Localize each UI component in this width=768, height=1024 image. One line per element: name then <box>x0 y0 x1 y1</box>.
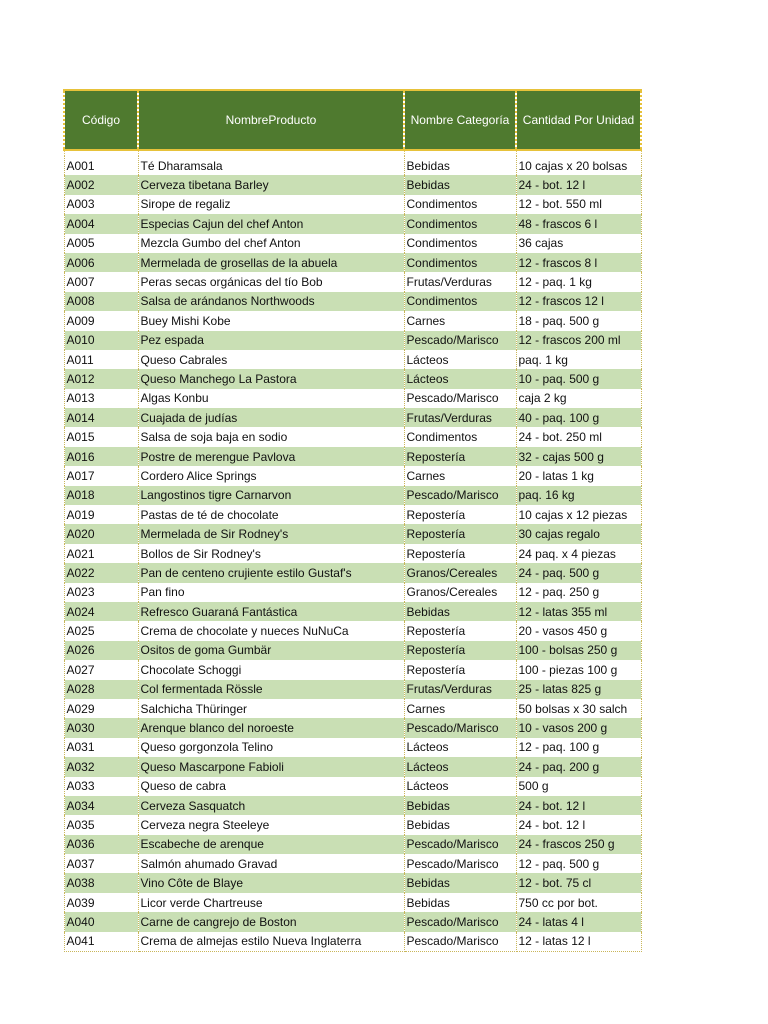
cell-product: Vino Côte de Blaye <box>138 873 404 892</box>
cell-code: A024 <box>64 602 138 621</box>
table-row <box>64 524 641 543</box>
cell-product: Sirope de regaliz <box>138 195 404 214</box>
cell-code: A030 <box>64 718 138 737</box>
table-row <box>64 873 641 892</box>
cell-category: Repostería <box>404 621 516 640</box>
table-row <box>64 175 641 194</box>
cell-quantity: 10 cajas x 12 piezas <box>516 505 641 524</box>
header-quantity: Cantidad Por Unidad <box>516 90 641 150</box>
cell-quantity: 12 - latas 355 ml <box>516 602 641 621</box>
cell-category: Frutas/Verduras <box>404 272 516 291</box>
cell-quantity: 12 - paq. 250 g <box>516 583 641 602</box>
cell-quantity: 18 - paq. 500 g <box>516 311 641 330</box>
cell-quantity: 24 - bot. 12 l <box>516 175 641 194</box>
table-row <box>64 253 641 272</box>
cell-code: A037 <box>64 854 138 873</box>
cell-product: Langostinos tigre Carnarvon <box>138 486 404 505</box>
cell-quantity: 20 - vasos 450 g <box>516 621 641 640</box>
table-row <box>64 311 641 330</box>
cell-quantity: 36 cajas <box>516 234 641 253</box>
table-row <box>64 331 641 350</box>
table-header <box>64 90 641 156</box>
cell-category: Frutas/Verduras <box>404 680 516 699</box>
cell-quantity: 24 - bot. 12 l <box>516 796 641 815</box>
cell-quantity: 10 - vasos 200 g <box>516 718 641 737</box>
cell-category: Carnes <box>404 466 516 485</box>
cell-category: Bebidas <box>404 893 516 912</box>
table-row <box>64 486 641 505</box>
cell-code: A020 <box>64 524 138 543</box>
cell-category: Granos/Cereales <box>404 583 516 602</box>
cell-product: Mezcla Gumbo del chef Anton <box>138 234 404 253</box>
cell-code: A029 <box>64 699 138 718</box>
cell-quantity: 12 - bot. 550 ml <box>516 195 641 214</box>
cell-product: Bollos de Sir Rodney's <box>138 544 404 563</box>
cell-category: Repostería <box>404 641 516 660</box>
cell-code: A032 <box>64 757 138 776</box>
table-body <box>64 156 641 952</box>
table-row <box>64 427 641 446</box>
cell-quantity: 10 cajas x 20 bolsas <box>516 156 641 175</box>
header-row <box>64 90 641 150</box>
table-row <box>64 796 641 815</box>
table-row <box>64 563 641 582</box>
cell-product: Salchicha Thüringer <box>138 699 404 718</box>
cell-code: A033 <box>64 777 138 796</box>
cell-code: A008 <box>64 292 138 311</box>
product-sheet <box>63 89 640 952</box>
cell-product: Queso Manchego La Pastora <box>138 369 404 388</box>
table-row <box>64 447 641 466</box>
cell-product: Salsa de soja baja en sodio <box>138 427 404 446</box>
cell-product: Cerveza negra Steeleye <box>138 815 404 834</box>
cell-code: A019 <box>64 505 138 524</box>
cell-code: A002 <box>64 175 138 194</box>
cell-category: Frutas/Verduras <box>404 408 516 427</box>
cell-product: Cerveza Sasquatch <box>138 796 404 815</box>
products-table <box>63 89 642 952</box>
cell-category: Condimentos <box>404 234 516 253</box>
cell-quantity: 12 - frascos 8 l <box>516 253 641 272</box>
cell-product: Col fermentada Rössle <box>138 680 404 699</box>
cell-category: Repostería <box>404 660 516 679</box>
cell-product: Arenque blanco del noroeste <box>138 718 404 737</box>
cell-quantity: 12 - paq. 1 kg <box>516 272 641 291</box>
table-row <box>64 718 641 737</box>
cell-product: Carne de cangrejo de Boston <box>138 912 404 931</box>
table-row <box>64 912 641 931</box>
cell-category: Lácteos <box>404 369 516 388</box>
table-row <box>64 408 641 427</box>
header-category: Nombre Categoría <box>404 90 516 150</box>
table-row <box>64 777 641 796</box>
cell-quantity: 24 paq. x 4 piezas <box>516 544 641 563</box>
cell-quantity: paq. 1 kg <box>516 350 641 369</box>
table-row <box>64 544 641 563</box>
cell-quantity: 12 - paq. 500 g <box>516 854 641 873</box>
table-row <box>64 583 641 602</box>
cell-product: Chocolate Schoggi <box>138 660 404 679</box>
cell-code: A011 <box>64 350 138 369</box>
cell-code: A022 <box>64 563 138 582</box>
cell-quantity: caja 2 kg <box>516 389 641 408</box>
cell-quantity: 20 - latas 1 kg <box>516 466 641 485</box>
table-row <box>64 699 641 718</box>
cell-quantity: 12 - frascos 200 ml <box>516 331 641 350</box>
cell-code: A015 <box>64 427 138 446</box>
table-row <box>64 621 641 640</box>
cell-category: Condimentos <box>404 253 516 272</box>
cell-code: A035 <box>64 815 138 834</box>
cell-product: Especias Cajun del chef Anton <box>138 214 404 233</box>
cell-product: Pan fino <box>138 583 404 602</box>
cell-product: Queso gorgonzola Telino <box>138 738 404 757</box>
cell-product: Crema de almejas estilo Nueva Inglaterra <box>138 932 404 952</box>
cell-code: A034 <box>64 796 138 815</box>
cell-product: Crema de chocolate y nueces NuNuCa <box>138 621 404 640</box>
cell-category: Bebidas <box>404 602 516 621</box>
cell-category: Repostería <box>404 524 516 543</box>
cell-code: A021 <box>64 544 138 563</box>
table-row <box>64 815 641 834</box>
cell-quantity: 12 - bot. 75 cl <box>516 873 641 892</box>
table-row <box>64 854 641 873</box>
cell-category: Bebidas <box>404 156 516 175</box>
cell-code: A001 <box>64 156 138 175</box>
cell-code: A038 <box>64 873 138 892</box>
cell-product: Cerveza tibetana Barley <box>138 175 404 194</box>
table-row <box>64 214 641 233</box>
cell-category: Pescado/Marisco <box>404 912 516 931</box>
cell-code: A026 <box>64 641 138 660</box>
cell-quantity: 12 - latas 12 l <box>516 932 641 952</box>
cell-code: A031 <box>64 738 138 757</box>
cell-category: Lácteos <box>404 777 516 796</box>
cell-quantity: 100 - bolsas 250 g <box>516 641 641 660</box>
cell-code: A028 <box>64 680 138 699</box>
cell-quantity: 32 - cajas 500 g <box>516 447 641 466</box>
cell-category: Pescado/Marisco <box>404 486 516 505</box>
cell-product: Té Dharamsala <box>138 156 404 175</box>
cell-product: Buey Mishi Kobe <box>138 311 404 330</box>
cell-category: Condimentos <box>404 195 516 214</box>
cell-code: A005 <box>64 234 138 253</box>
cell-code: A006 <box>64 253 138 272</box>
cell-quantity: 40 - paq. 100 g <box>516 408 641 427</box>
cell-quantity: 24 - paq. 200 g <box>516 757 641 776</box>
cell-quantity: 50 bolsas x 30 salch <box>516 699 641 718</box>
cell-category: Pescado/Marisco <box>404 932 516 952</box>
cell-code: A025 <box>64 621 138 640</box>
cell-category: Pescado/Marisco <box>404 835 516 854</box>
cell-quantity: 12 - paq. 100 g <box>516 738 641 757</box>
cell-code: A040 <box>64 912 138 931</box>
cell-code: A014 <box>64 408 138 427</box>
cell-product: Peras secas orgánicas del tío Bob <box>138 272 404 291</box>
cell-category: Bebidas <box>404 175 516 194</box>
cell-category: Repostería <box>404 447 516 466</box>
cell-code: A010 <box>64 331 138 350</box>
cell-quantity: 25 - latas 825 g <box>516 680 641 699</box>
table-row <box>64 738 641 757</box>
cell-category: Bebidas <box>404 873 516 892</box>
cell-product: Queso Cabrales <box>138 350 404 369</box>
table-row <box>64 505 641 524</box>
cell-code: A027 <box>64 660 138 679</box>
cell-category: Pescado/Marisco <box>404 389 516 408</box>
cell-product: Queso de cabra <box>138 777 404 796</box>
cell-code: A013 <box>64 389 138 408</box>
cell-code: A041 <box>64 932 138 952</box>
table-row <box>64 272 641 291</box>
cell-quantity: 24 - bot. 250 ml <box>516 427 641 446</box>
cell-category: Pescado/Marisco <box>404 331 516 350</box>
cell-product: Licor verde Chartreuse <box>138 893 404 912</box>
cell-quantity: 48 - frascos 6 l <box>516 214 641 233</box>
cell-category: Lácteos <box>404 350 516 369</box>
table-row <box>64 466 641 485</box>
cell-category: Repostería <box>404 505 516 524</box>
cell-product: Mermelada de grosellas de la abuela <box>138 253 404 272</box>
cell-category: Lácteos <box>404 757 516 776</box>
cell-quantity: paq. 16 kg <box>516 486 641 505</box>
cell-code: A007 <box>64 272 138 291</box>
cell-category: Carnes <box>404 311 516 330</box>
cell-code: A018 <box>64 486 138 505</box>
table-row <box>64 602 641 621</box>
cell-product: Escabeche de arenque <box>138 835 404 854</box>
cell-product: Mermelada de Sir Rodney's <box>138 524 404 543</box>
cell-product: Algas Konbu <box>138 389 404 408</box>
cell-category: Pescado/Marisco <box>404 854 516 873</box>
cell-quantity: 100 - piezas 100 g <box>516 660 641 679</box>
header-product: NombreProducto <box>138 90 404 150</box>
table-row <box>64 369 641 388</box>
table-row <box>64 893 641 912</box>
cell-category: Lácteos <box>404 738 516 757</box>
cell-code: A012 <box>64 369 138 388</box>
cell-category: Bebidas <box>404 815 516 834</box>
cell-product: Cordero Alice Springs <box>138 466 404 485</box>
cell-code: A003 <box>64 195 138 214</box>
cell-code: A009 <box>64 311 138 330</box>
cell-product: Ositos de goma Gumbär <box>138 641 404 660</box>
table-row <box>64 641 641 660</box>
cell-code: A039 <box>64 893 138 912</box>
table-row <box>64 389 641 408</box>
header-code: Código <box>64 90 138 150</box>
cell-category: Granos/Cereales <box>404 563 516 582</box>
table-row <box>64 195 641 214</box>
cell-code: A017 <box>64 466 138 485</box>
cell-quantity: 10 - paq. 500 g <box>516 369 641 388</box>
table-row <box>64 835 641 854</box>
cell-category: Carnes <box>404 699 516 718</box>
cell-category: Pescado/Marisco <box>404 718 516 737</box>
cell-product: Salsa de arándanos Northwoods <box>138 292 404 311</box>
cell-category: Condimentos <box>404 214 516 233</box>
cell-quantity: 30 cajas regalo <box>516 524 641 543</box>
cell-product: Cuajada de judías <box>138 408 404 427</box>
cell-quantity: 12 - frascos 12 l <box>516 292 641 311</box>
cell-category: Condimentos <box>404 292 516 311</box>
cell-quantity: 24 - bot. 12 l <box>516 815 641 834</box>
cell-quantity: 500 g <box>516 777 641 796</box>
table-row <box>64 932 641 952</box>
cell-code: A016 <box>64 447 138 466</box>
cell-category: Bebidas <box>404 796 516 815</box>
table-row <box>64 660 641 679</box>
cell-code: A023 <box>64 583 138 602</box>
cell-quantity: 24 - frascos 250 g <box>516 835 641 854</box>
cell-quantity: 24 - paq. 500 g <box>516 563 641 582</box>
cell-product: Salmón ahumado Gravad <box>138 854 404 873</box>
cell-category: Condimentos <box>404 427 516 446</box>
cell-quantity: 24 - latas 4 l <box>516 912 641 931</box>
cell-product: Postre de merengue Pavlova <box>138 447 404 466</box>
cell-category: Repostería <box>404 544 516 563</box>
table-row <box>64 757 641 776</box>
cell-product: Pastas de té de chocolate <box>138 505 404 524</box>
cell-quantity: 750 cc por bot. <box>516 893 641 912</box>
cell-code: A004 <box>64 214 138 233</box>
cell-product: Queso Mascarpone Fabioli <box>138 757 404 776</box>
table-row <box>64 350 641 369</box>
table-row <box>64 234 641 253</box>
cell-product: Pan de centeno crujiente estilo Gustaf's <box>138 563 404 582</box>
cell-product: Pez espada <box>138 331 404 350</box>
table-row <box>64 292 641 311</box>
table-row <box>64 156 641 175</box>
cell-code: A036 <box>64 835 138 854</box>
table-row <box>64 680 641 699</box>
cell-product: Refresco Guaraná Fantástica <box>138 602 404 621</box>
